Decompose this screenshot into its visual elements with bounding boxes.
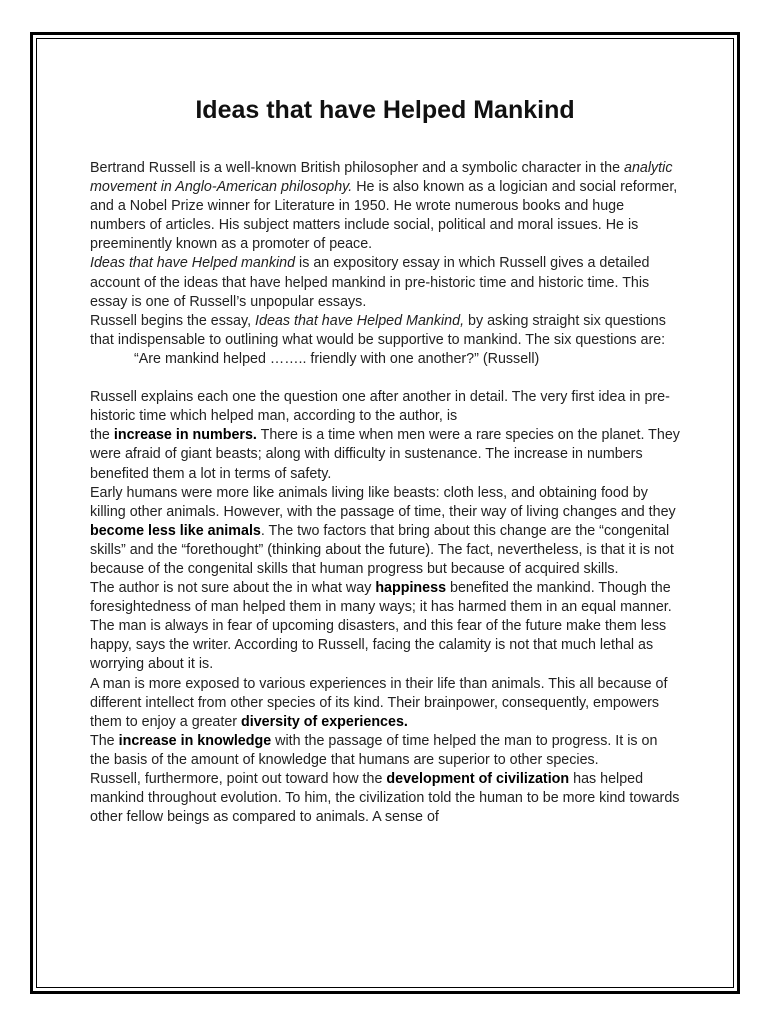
quote: “Are mankind helped …….. friendly with one another?” (Russell) [134,350,540,367]
italic-text: Ideas that have Helped Mankind, [255,312,465,329]
blank-line [90,369,680,388]
paragraph-intro [90,159,680,254]
bold-text: become less like animals [90,522,261,539]
bold-text: development of civilization [386,771,570,787]
text: . The two factors that bring about this change are the “congenital skills” and the “forethought” (thinking about the future). The fact, nevertheless, is that it is not because of the congenital skills that human progress but because of acquired skills. [90,522,674,577]
text: has helped mankind throughout evolution. To him, the civilization told the human to be more kind towards other fellow beings as compared to animals. A sense of [90,771,680,826]
text: by asking straight six questions that indispensable to outlining what would be supportive to mankind. The six questions are: [90,312,666,348]
text: He is also known as a logician and social reformer, and a Nobel Prize winner for Literature in 1950. He wrote numerous books and huge numbers of articles. His subject matters include social, political and moral issues. He is preeminently known as a promoter of peace. [90,179,678,253]
text: Bertrand Russell is a well-known British philosopher and a symbolic character in the [90,160,624,176]
paragraph-six-questions [90,312,680,350]
bold-text: happiness [375,580,447,597]
paragraph-increase-in-numbers [90,388,680,483]
document-content [90,88,680,827]
bold-text: increase in numbers. [113,427,257,444]
paragraph-essay-description [90,254,680,311]
text: the [90,427,114,444]
text: Early humans were more like animals living like beasts: cloth less, and obtaining food by killing other animals. However, with the passage of time, their way of living changes and they [90,484,676,520]
text: benefited the mankind. Though the foresightedness of man helped them in many ways; it has harmed them in an equal manner. The man is always in fear of upcoming disasters, and this fear of the future make them less happy, says the writer. According to Russell, facing the calamity is not that much lethal as worrying about it is. [90,580,672,673]
paragraph-increase-in-knowledge [90,732,680,770]
text: Russell explains each one the question one after another in detail. The very first idea in pre-historic time which helped man, according to the author, is [90,389,670,425]
text: The author is not sure about the in what way [90,580,376,597]
text: Russell, furthermore, point out toward how the [90,771,387,787]
italic-text: Ideas that have Helped mankind [90,255,296,272]
paragraph-happiness [90,579,680,674]
text: There is a time when men were a rare species on the planet. They were afraid of giant beasts; along with difficulty in sustenance. The increase in numbers benefited them a lot in terms of safety. [90,427,680,482]
paragraph-less-like-animals [90,484,680,579]
document-body [90,159,680,827]
paragraph-diversity-of-experiences [90,675,680,732]
text: The [90,732,119,749]
italic-text: analytic movement in Anglo-American philosophy. [90,160,673,196]
document-title: Ideas that have Helped Mankind [195,96,575,124]
paragraph-development-of-civilization [90,770,680,827]
bold-text: increase in knowledge [118,732,272,749]
text: A man is more exposed to various experiences in their life than animals. This all because of different intellect from other species of its kind. Their brainpower, consequently, empowers them to enjoy a greater [90,675,668,730]
bold-text: diversity of experiences. [241,713,408,730]
text: Russell begins the essay, [90,312,256,329]
text: is an expository essay in which Russell gives a detailed account of the ideas that have helped mankind in pre-historic time and historic time. This essay is one of Russell’s unpopular essays. [90,255,650,310]
text: with the passage of time helped the man to progress. It is on the basis of the amount of knowledge that humans are superior to other species. [90,732,658,768]
